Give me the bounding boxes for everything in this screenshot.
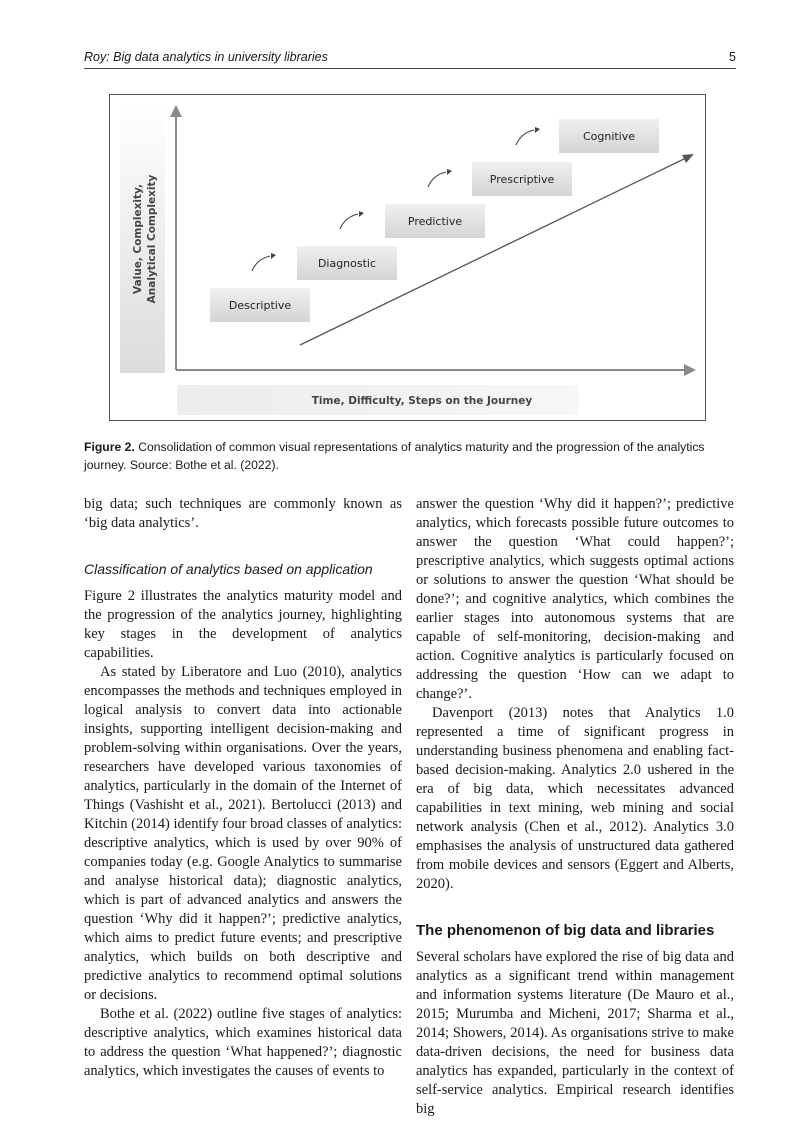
y-axis-arrowhead	[170, 105, 182, 117]
curved-arrow-icon	[516, 130, 534, 145]
stage-diagnostic	[297, 246, 397, 280]
stage-label: Predictive	[407, 215, 463, 228]
y-axis-label-line1: Value, Complexity,	[132, 184, 144, 294]
running-title: Roy: Big data analytics in university libraries	[84, 50, 328, 64]
y-axis-label-line2: Analytical Complexity	[146, 174, 158, 304]
caption-text: Consolidation of common visual representations of analytics maturity and the progression of the analytics journey. Source: Bothe et al. (2022).	[84, 440, 705, 472]
curved-arrow-icon	[428, 172, 446, 187]
figure-caption	[84, 438, 739, 474]
paragraph: answer the question ‘Why did it happen?’; predictive analytics, which forecasts possible future outcomes to answer the question ‘What could happen?’; prescriptive analytics, which suggests optimal actions or solutions to answer the question ‘What should be done?’; and cognitive analytics, which combines the earlier stages into autonomous systems that are capable of self-monitoring, decision-making and action. Cognitive analytics is particularly focused on addressing the question ‘How can we adapt to change?’.	[416, 496, 734, 702]
paragraph: As stated by Liberatore and Luo (2010), analytics encompasses the methods and techniques employed in logical analysis to convert data into actionable insights, supporting intelligent decision-making and problem-solving within organisations. Over the years, researchers have developed various taxonomies of analytics, particularly in the domain of the Internet of Things (Vashisht et al., 2021). Bertolucci (2013) and Kitchin (2014) identify four broad classes of analytics: descriptive analytics, which is used by over 90% of companies today (e.g. Google Analytics to summarise and analyse historical data); diagnostic analytics, which is part of advanced analytics and answers the question ‘Why did it happen?’; predictive analytics, which aims to predict future events; and prescriptive analytics, which builds on both descriptive and predictive analytics to recommend optimal solutions or decisions.	[84, 664, 402, 1003]
curved-arrow-icon	[340, 214, 358, 229]
paragraph: Figure 2 illustrates the analytics maturity model and the progression of the analytics journey, highlighting key stages in the development of analytics capabilities.	[84, 588, 402, 661]
stage-label: Diagnostic	[317, 257, 377, 270]
curved-arrow-head	[359, 211, 364, 217]
figure-2	[109, 94, 706, 421]
paragraph: Bothe et al. (2022) outline five stages of analytics: descriptive analytics, which examines historical data to address the question ‘What happened?’; diagnostic analytics, which investigates the causes of events to	[84, 1006, 402, 1079]
caption-label: Figure 2.	[84, 440, 135, 454]
stage-descriptive	[210, 288, 310, 322]
stage-prescriptive	[472, 162, 572, 196]
section-heading: The phenomenon of big data and libraries	[416, 922, 715, 939]
curved-arrow-head	[271, 253, 276, 259]
running-head	[84, 48, 736, 69]
maturity-diagram	[110, 95, 707, 422]
right-column	[416, 495, 734, 1119]
trend-arrowhead	[682, 154, 694, 163]
curved-arrow-head	[535, 127, 540, 133]
paragraph: Davenport (2013) notes that Analytics 1.0 represented a time of significant progress in understanding business phenomena and enabling fact-based decision-making. Analytics 2.0 ushered in the era of big data, which necessitates advanced capabilities in text mining, web mining and social network analysis (Chen et al., 2012). Analytics 3.0 emphasises the analysis of unstructured data gathered from mobile devices and sensors (Eggert and Alberts, 2020).	[416, 705, 734, 892]
stage-label: Descriptive	[228, 299, 292, 312]
curved-arrow-icon	[252, 256, 270, 271]
stage-label: Prescriptive	[489, 173, 555, 186]
left-column	[84, 495, 402, 1081]
paragraph: big data; such techniques are commonly known as ‘big data analytics’.	[84, 496, 402, 531]
page-number: 5	[729, 50, 736, 64]
paragraph: Several scholars have explored the rise of big data and analytics as a significant trend within management and information systems literature (De Mauro et al., 2015; Murumba and Micheni, 2017; Sharma et al., 2014; Showers, 2014). As organisations strive to make data-driven decisions, the need for business data analytics has expanded, particularly in the context of self-service analytics. Empirical research identifies big	[416, 949, 734, 1117]
stage-label: Cognitive	[582, 130, 636, 143]
subheading: Classification of analytics based on application	[84, 561, 373, 577]
curved-arrow-head	[447, 169, 452, 175]
x-axis-label: Time, Difficulty, Steps on the Journey	[311, 395, 533, 407]
x-axis-arrowhead	[684, 364, 696, 376]
stage-predictive	[385, 204, 485, 238]
stage-cognitive	[559, 119, 659, 153]
